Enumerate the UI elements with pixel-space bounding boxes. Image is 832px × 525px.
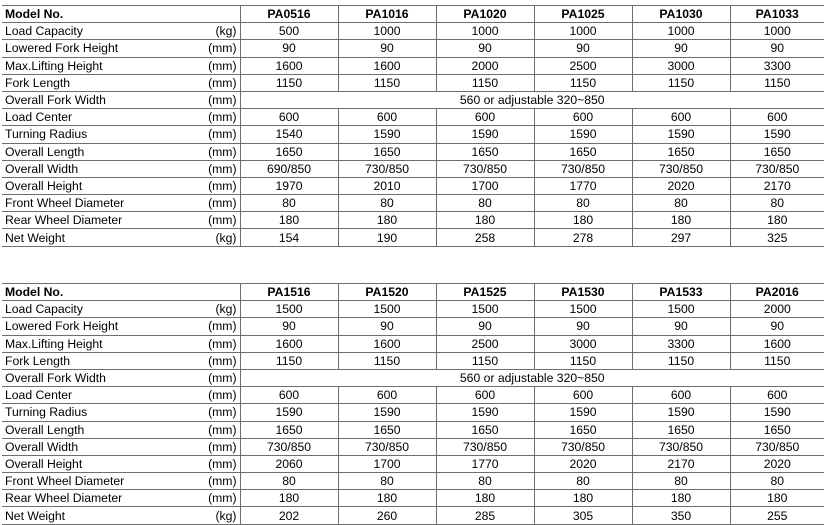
spec-value: 730/850 [730, 438, 824, 455]
spec-label-cell [2, 318, 240, 335]
spec-value: 2000 [730, 301, 824, 318]
spec-label: Rear Wheel Diameter [5, 213, 123, 228]
spec-value: 600 [436, 109, 534, 126]
spec-unit: (mm) [208, 41, 237, 56]
spec-label: Front Wheel Diameter [5, 196, 125, 211]
spec-unit: (mm) [208, 319, 237, 334]
spec-value: 1150 [632, 352, 730, 369]
spec-unit: (mm) [208, 213, 237, 228]
spec-label: Net Weight [5, 230, 66, 245]
spec-value: 278 [534, 229, 632, 246]
spec-value: 2060 [240, 455, 338, 472]
model-no-header: Model No. [2, 6, 240, 23]
spec-value: 730/850 [632, 438, 730, 455]
spec-label-cell [2, 369, 240, 386]
spec-row [2, 404, 824, 421]
spec-value: 600 [436, 387, 534, 404]
spec-value: 1150 [240, 352, 338, 369]
spec-value: 1000 [730, 23, 824, 40]
spec-table-body [2, 284, 824, 525]
spec-unit: (mm) [208, 161, 237, 176]
spec-label: Fork Length [5, 353, 71, 368]
spec-value: 180 [436, 490, 534, 507]
model-name: PA1020 [436, 6, 534, 23]
spec-value: 154 [240, 229, 338, 246]
spec-span-value: 560 or adjustable 320~850 [240, 369, 824, 386]
spec-row [2, 507, 824, 524]
spec-value: 180 [534, 490, 632, 507]
spec-value: 1500 [632, 301, 730, 318]
spec-label: Lowered Fork Height [5, 41, 119, 56]
spec-table-body [2, 6, 824, 247]
spec-label: Overall Length [5, 422, 85, 437]
spec-value: 1590 [730, 126, 824, 143]
spec-value: 180 [632, 490, 730, 507]
spec-label-cell [2, 404, 240, 421]
spec-unit: (kg) [215, 302, 237, 317]
model-name: PA0516 [240, 6, 338, 23]
spec-unit: (mm) [208, 388, 237, 403]
spec-row [2, 455, 824, 472]
spec-value: 2170 [632, 455, 730, 472]
spec-value: 1650 [632, 421, 730, 438]
model-no-header: Model No. [2, 284, 240, 301]
spec-value: 1150 [240, 74, 338, 91]
spec-value: 2020 [730, 455, 824, 472]
model-name: PA1520 [338, 284, 436, 301]
spec-value: 80 [534, 473, 632, 490]
spec-value: 1970 [240, 177, 338, 194]
spec-label: Load Center [5, 388, 73, 403]
spec-row [2, 212, 824, 229]
spec-value: 500 [240, 23, 338, 40]
spec-value: 1770 [436, 455, 534, 472]
spec-value: 1150 [534, 74, 632, 91]
spec-value: 90 [436, 40, 534, 57]
model-name: PA1016 [338, 6, 436, 23]
spec-value: 350 [632, 507, 730, 524]
spec-value: 1150 [730, 74, 824, 91]
spec-value: 600 [240, 387, 338, 404]
model-name: PA1533 [632, 284, 730, 301]
spec-value: 1500 [240, 301, 338, 318]
spec-row [2, 143, 824, 160]
spec-value: 90 [632, 40, 730, 57]
spec-row [2, 229, 824, 246]
spec-unit: (mm) [208, 127, 237, 142]
spec-value: 1590 [436, 126, 534, 143]
spec-value: 1150 [436, 74, 534, 91]
spec-value: 190 [338, 229, 436, 246]
spec-row [2, 177, 824, 194]
model-name: PA1525 [436, 284, 534, 301]
spec-row [2, 318, 824, 335]
spec-value: 202 [240, 507, 338, 524]
spec-value: 1150 [338, 352, 436, 369]
spec-value: 90 [730, 40, 824, 57]
spec-row [2, 335, 824, 352]
spec-value: 1650 [338, 421, 436, 438]
spec-row [2, 490, 824, 507]
spec-value: 90 [338, 40, 436, 57]
spec-value: 1150 [730, 352, 824, 369]
spec-value: 1700 [338, 455, 436, 472]
spec-label-cell [2, 455, 240, 472]
spec-value: 600 [632, 387, 730, 404]
spec-value: 1590 [632, 404, 730, 421]
spec-value: 730/850 [436, 438, 534, 455]
spec-value: 730/850 [632, 160, 730, 177]
spec-label-cell [2, 490, 240, 507]
spec-value: 325 [730, 229, 824, 246]
spec-label: Overall Height [5, 456, 83, 471]
spec-label-cell [2, 352, 240, 369]
spec-value: 1150 [632, 74, 730, 91]
spec-table-2 [2, 283, 824, 525]
spec-label-cell [2, 40, 240, 57]
model-name: PA1530 [534, 284, 632, 301]
spec-label: Turning Radius [5, 405, 88, 420]
spec-value: 90 [240, 318, 338, 335]
spec-value: 1650 [534, 143, 632, 160]
spec-value: 1600 [240, 57, 338, 74]
spec-row [2, 421, 824, 438]
spec-value: 1590 [730, 404, 824, 421]
spec-value: 80 [338, 473, 436, 490]
model-name: PA1030 [632, 6, 730, 23]
spec-value: 600 [730, 387, 824, 404]
spec-label-cell [2, 421, 240, 438]
spec-value: 1650 [534, 421, 632, 438]
spec-value: 255 [730, 507, 824, 524]
spec-value: 1500 [338, 301, 436, 318]
spec-value: 600 [338, 109, 436, 126]
spec-value: 600 [338, 387, 436, 404]
spec-label-cell [2, 177, 240, 194]
spec-label-cell [2, 301, 240, 318]
spec-label-cell [2, 57, 240, 74]
spec-value: 90 [534, 318, 632, 335]
spec-value: 600 [534, 387, 632, 404]
spec-value: 730/850 [730, 160, 824, 177]
spec-value: 2170 [730, 177, 824, 194]
spec-value: 730/850 [534, 438, 632, 455]
spec-value: 600 [240, 109, 338, 126]
spec-value: 600 [534, 109, 632, 126]
spec-label: Max.Lifting Height [5, 58, 103, 73]
spec-row [2, 387, 824, 404]
spec-label: Load Capacity [5, 302, 83, 317]
model-name: PA1516 [240, 284, 338, 301]
spec-value: 90 [534, 40, 632, 57]
spec-unit: (mm) [208, 405, 237, 420]
spec-label: Turning Radius [5, 127, 88, 142]
spec-value: 2000 [436, 57, 534, 74]
spec-label: Overall Fork Width [5, 371, 106, 386]
spec-unit: (mm) [208, 178, 237, 193]
spec-value: 1650 [436, 421, 534, 438]
spec-table-1 [2, 5, 824, 247]
spec-value: 1650 [338, 143, 436, 160]
spec-value: 180 [632, 212, 730, 229]
spec-value: 1000 [534, 23, 632, 40]
spec-unit: (mm) [208, 110, 237, 125]
spec-label: Front Wheel Diameter [5, 474, 125, 489]
spec-unit: (mm) [208, 491, 237, 506]
spec-value: 1600 [240, 335, 338, 352]
spec-value: 80 [632, 195, 730, 212]
spec-unit: (mm) [208, 456, 237, 471]
spec-value: 180 [534, 212, 632, 229]
spec-unit: (mm) [208, 353, 237, 368]
spec-value: 1650 [240, 421, 338, 438]
spec-label: Max.Lifting Height [5, 336, 103, 351]
spec-value: 1650 [730, 143, 824, 160]
spec-value: 1600 [338, 57, 436, 74]
spec-row [2, 195, 824, 212]
spec-value: 180 [338, 212, 436, 229]
spec-value: 1650 [240, 143, 338, 160]
spec-label-cell [2, 335, 240, 352]
spec-value: 690/850 [240, 160, 338, 177]
spec-value: 600 [632, 109, 730, 126]
spec-row [2, 160, 824, 177]
spec-row [2, 57, 824, 74]
spec-value: 90 [632, 318, 730, 335]
spec-label-cell [2, 473, 240, 490]
spec-value: 90 [240, 40, 338, 57]
spec-value: 1590 [240, 404, 338, 421]
spec-value: 1500 [534, 301, 632, 318]
spec-label: Load Capacity [5, 24, 83, 39]
spec-row [2, 91, 824, 108]
spec-value: 1600 [338, 335, 436, 352]
spec-label: Overall Fork Width [5, 93, 106, 108]
spec-row [2, 74, 824, 91]
spec-value: 90 [730, 318, 824, 335]
spec-value: 1500 [436, 301, 534, 318]
spec-value: 80 [632, 473, 730, 490]
spec-value: 1770 [534, 177, 632, 194]
spec-row [2, 369, 824, 386]
spec-value: 1150 [338, 74, 436, 91]
spec-row [2, 473, 824, 490]
spec-value: 180 [338, 490, 436, 507]
spec-label-cell [2, 387, 240, 404]
spec-unit: (mm) [208, 75, 237, 90]
spec-value: 730/850 [436, 160, 534, 177]
spec-label: Overall Height [5, 178, 83, 193]
spec-value: 1000 [632, 23, 730, 40]
spec-value: 180 [730, 490, 824, 507]
spec-unit: (mm) [208, 371, 237, 386]
spec-value: 80 [730, 473, 824, 490]
spec-value: 3300 [730, 57, 824, 74]
spec-value: 260 [338, 507, 436, 524]
spec-value: 80 [240, 473, 338, 490]
spec-row [2, 126, 824, 143]
spec-label-cell [2, 507, 240, 524]
spec-value: 80 [534, 195, 632, 212]
spec-value: 285 [436, 507, 534, 524]
spec-value: 1600 [730, 335, 824, 352]
spec-value: 180 [240, 490, 338, 507]
header-row [2, 6, 824, 23]
spec-unit: (mm) [208, 93, 237, 108]
spec-value: 730/850 [534, 160, 632, 177]
spec-unit: (mm) [208, 336, 237, 351]
spec-unit: (kg) [215, 230, 237, 245]
spec-row [2, 438, 824, 455]
spec-value: 730/850 [338, 160, 436, 177]
spec-value: 297 [632, 229, 730, 246]
spec-label-cell [2, 195, 240, 212]
spec-label: Rear Wheel Diameter [5, 491, 123, 506]
spec-value: 90 [436, 318, 534, 335]
spec-label-cell [2, 74, 240, 91]
spec-value: 80 [730, 195, 824, 212]
spec-value: 1650 [436, 143, 534, 160]
spec-label-cell [2, 109, 240, 126]
spec-value: 90 [338, 318, 436, 335]
spec-label: Load Center [5, 110, 73, 125]
spec-value: 1150 [436, 352, 534, 369]
spec-unit: (mm) [208, 196, 237, 211]
spec-value: 600 [730, 109, 824, 126]
spec-value: 730/850 [240, 438, 338, 455]
spec-label: Lowered Fork Height [5, 319, 119, 334]
spec-value: 305 [534, 507, 632, 524]
spec-value: 1150 [534, 352, 632, 369]
spec-unit: (mm) [208, 474, 237, 489]
spec-row [2, 40, 824, 57]
spec-value: 80 [338, 195, 436, 212]
model-name: PA2016 [730, 284, 824, 301]
spec-value: 730/850 [338, 438, 436, 455]
spec-value: 2020 [534, 455, 632, 472]
spec-value: 1650 [730, 421, 824, 438]
spec-value: 3000 [632, 57, 730, 74]
spec-value: 1650 [632, 143, 730, 160]
spec-value: 180 [240, 212, 338, 229]
spec-label: Overall Width [5, 439, 79, 454]
spec-unit: (mm) [208, 144, 237, 159]
spec-unit: (kg) [215, 24, 237, 39]
spec-label-cell [2, 212, 240, 229]
spec-label-cell [2, 126, 240, 143]
spec-value: 1000 [338, 23, 436, 40]
spec-value: 1700 [436, 177, 534, 194]
model-name: PA1033 [730, 6, 824, 23]
spec-value: 2500 [534, 57, 632, 74]
spec-value: 1590 [534, 404, 632, 421]
spec-label: Overall Length [5, 144, 85, 159]
spec-value: 1540 [240, 126, 338, 143]
spec-value: 1590 [436, 404, 534, 421]
spec-label: Net Weight [5, 508, 66, 523]
spec-value: 2010 [338, 177, 436, 194]
spec-value: 3300 [632, 335, 730, 352]
spec-label: Overall Width [5, 161, 79, 176]
spec-value: 1000 [436, 23, 534, 40]
spec-label-cell [2, 438, 240, 455]
spec-label-cell [2, 160, 240, 177]
spec-label-cell [2, 91, 240, 108]
spec-row [2, 352, 824, 369]
spec-value: 1590 [338, 404, 436, 421]
spec-label: Fork Length [5, 75, 71, 90]
spec-label-cell [2, 23, 240, 40]
spec-unit: (mm) [208, 422, 237, 437]
spec-value: 80 [436, 195, 534, 212]
spec-value: 1590 [534, 126, 632, 143]
header-row [2, 284, 824, 301]
spec-label-cell [2, 143, 240, 160]
spec-span-value: 560 or adjustable 320~850 [240, 91, 824, 108]
spec-value: 80 [240, 195, 338, 212]
spec-value: 1590 [338, 126, 436, 143]
spec-value: 2500 [436, 335, 534, 352]
spec-value: 180 [730, 212, 824, 229]
spec-value: 2020 [632, 177, 730, 194]
spec-value: 3000 [534, 335, 632, 352]
spec-value: 80 [436, 473, 534, 490]
spec-row [2, 109, 824, 126]
spec-label-cell [2, 229, 240, 246]
spec-value: 258 [436, 229, 534, 246]
spec-value: 180 [436, 212, 534, 229]
spec-value: 1590 [632, 126, 730, 143]
model-name: PA1025 [534, 6, 632, 23]
spec-unit: (kg) [215, 508, 237, 523]
spec-row [2, 23, 824, 40]
spec-unit: (mm) [208, 439, 237, 454]
spec-row [2, 301, 824, 318]
spec-unit: (mm) [208, 58, 237, 73]
